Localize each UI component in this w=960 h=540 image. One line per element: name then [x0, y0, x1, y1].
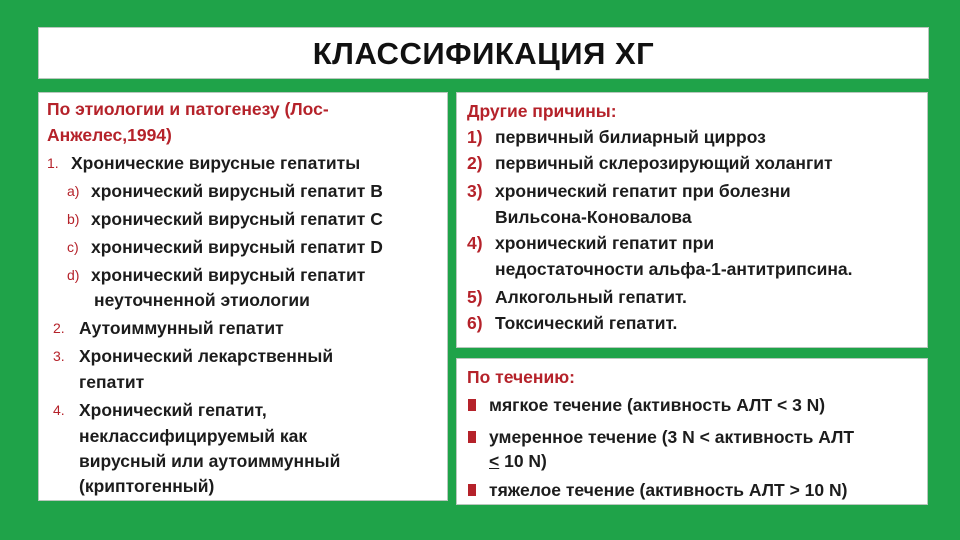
cause6-text: Токсический гепатит.	[495, 313, 678, 333]
cause4-marker: 4)	[467, 233, 483, 253]
item1-marker: 1.	[47, 155, 59, 171]
square-bullet-icon	[468, 399, 476, 411]
item2-text: Аутоиммунный гепатит	[79, 318, 284, 338]
cause2-text: первичный склерозирующий холангит	[495, 153, 833, 173]
cause4-text-line2: недостаточности альфа-1-антитрипсина.	[495, 259, 853, 279]
sub-c-text: хронический вирусный гепатит D	[91, 237, 383, 257]
cause3-text-line2: Вильсона-Коновалова	[495, 207, 692, 227]
item1-text: Хронические вирусные гепатиты	[71, 153, 361, 173]
other-causes-heading: Другие причины:	[467, 101, 617, 121]
course-mild-text: мягкое течение (активность АЛТ < 3 N)	[489, 395, 826, 415]
course-moderate-text: умеренное течение (3 N < активность АЛТ	[489, 427, 855, 447]
item4-text-line4: (криптогенный)	[79, 476, 215, 496]
item4-text-line2: неклассифицируемый как	[79, 426, 308, 446]
etiology-heading-line2: Анжелес,1994)	[47, 125, 172, 145]
square-bullet-icon	[468, 484, 476, 496]
sub-d-text: хронический вирусный гепатит	[91, 265, 366, 285]
etiology-panel	[38, 92, 448, 501]
item3-marker: 3.	[53, 348, 65, 364]
sub-a-marker: a)	[67, 183, 80, 199]
title-box	[38, 27, 929, 79]
item4-marker: 4.	[53, 402, 65, 418]
etiology-heading-line1: По этиологии и патогенезу (Лос-	[47, 99, 329, 119]
course-heading: По течению:	[467, 367, 575, 387]
page-title: КЛАССИФИКАЦИЯ ХГ	[312, 36, 655, 71]
item4-text: Хронический гепатит,	[79, 400, 267, 420]
cause3-text: хронический гепатит при болезни	[495, 181, 791, 201]
cause5-text: Алкогольный гепатит.	[495, 287, 687, 307]
cause2-marker: 2)	[467, 153, 483, 173]
cause4-text: хронический гепатит при	[495, 233, 715, 253]
cause1-marker: 1)	[467, 127, 483, 147]
sub-c-marker: c)	[67, 239, 79, 255]
item3-text: Хронический лекарственный	[79, 346, 334, 366]
item4-text-line3: вирусный или аутоиммунный	[79, 451, 341, 471]
item3-text-line2: гепатит	[79, 372, 145, 392]
cause5-marker: 5)	[467, 287, 483, 307]
sub-b-text: хронический вирусный гепатит С	[91, 209, 383, 229]
less-equal-sign: <	[489, 451, 500, 471]
course-moderate-text-line2	[489, 451, 547, 472]
cause1-text: первичный билиарный цирроз	[495, 127, 766, 147]
course-severe-text: тяжелое течение (активность АЛТ > 10 N)	[489, 480, 848, 500]
course-panel	[456, 358, 928, 505]
sub-d-text-line2: неуточненной этиологии	[94, 290, 310, 310]
sub-d-marker: d)	[67, 267, 80, 283]
sub-a-text: хронический вирусный гепатит В	[91, 181, 383, 201]
item2-marker: 2.	[53, 320, 65, 336]
cause6-marker: 6)	[467, 313, 483, 333]
cause3-marker: 3)	[467, 181, 483, 201]
course-moderate-text-rest: 10 N)	[499, 451, 547, 471]
other-causes-panel	[456, 92, 928, 348]
sub-b-marker: b)	[67, 211, 80, 227]
square-bullet-icon	[468, 431, 476, 443]
